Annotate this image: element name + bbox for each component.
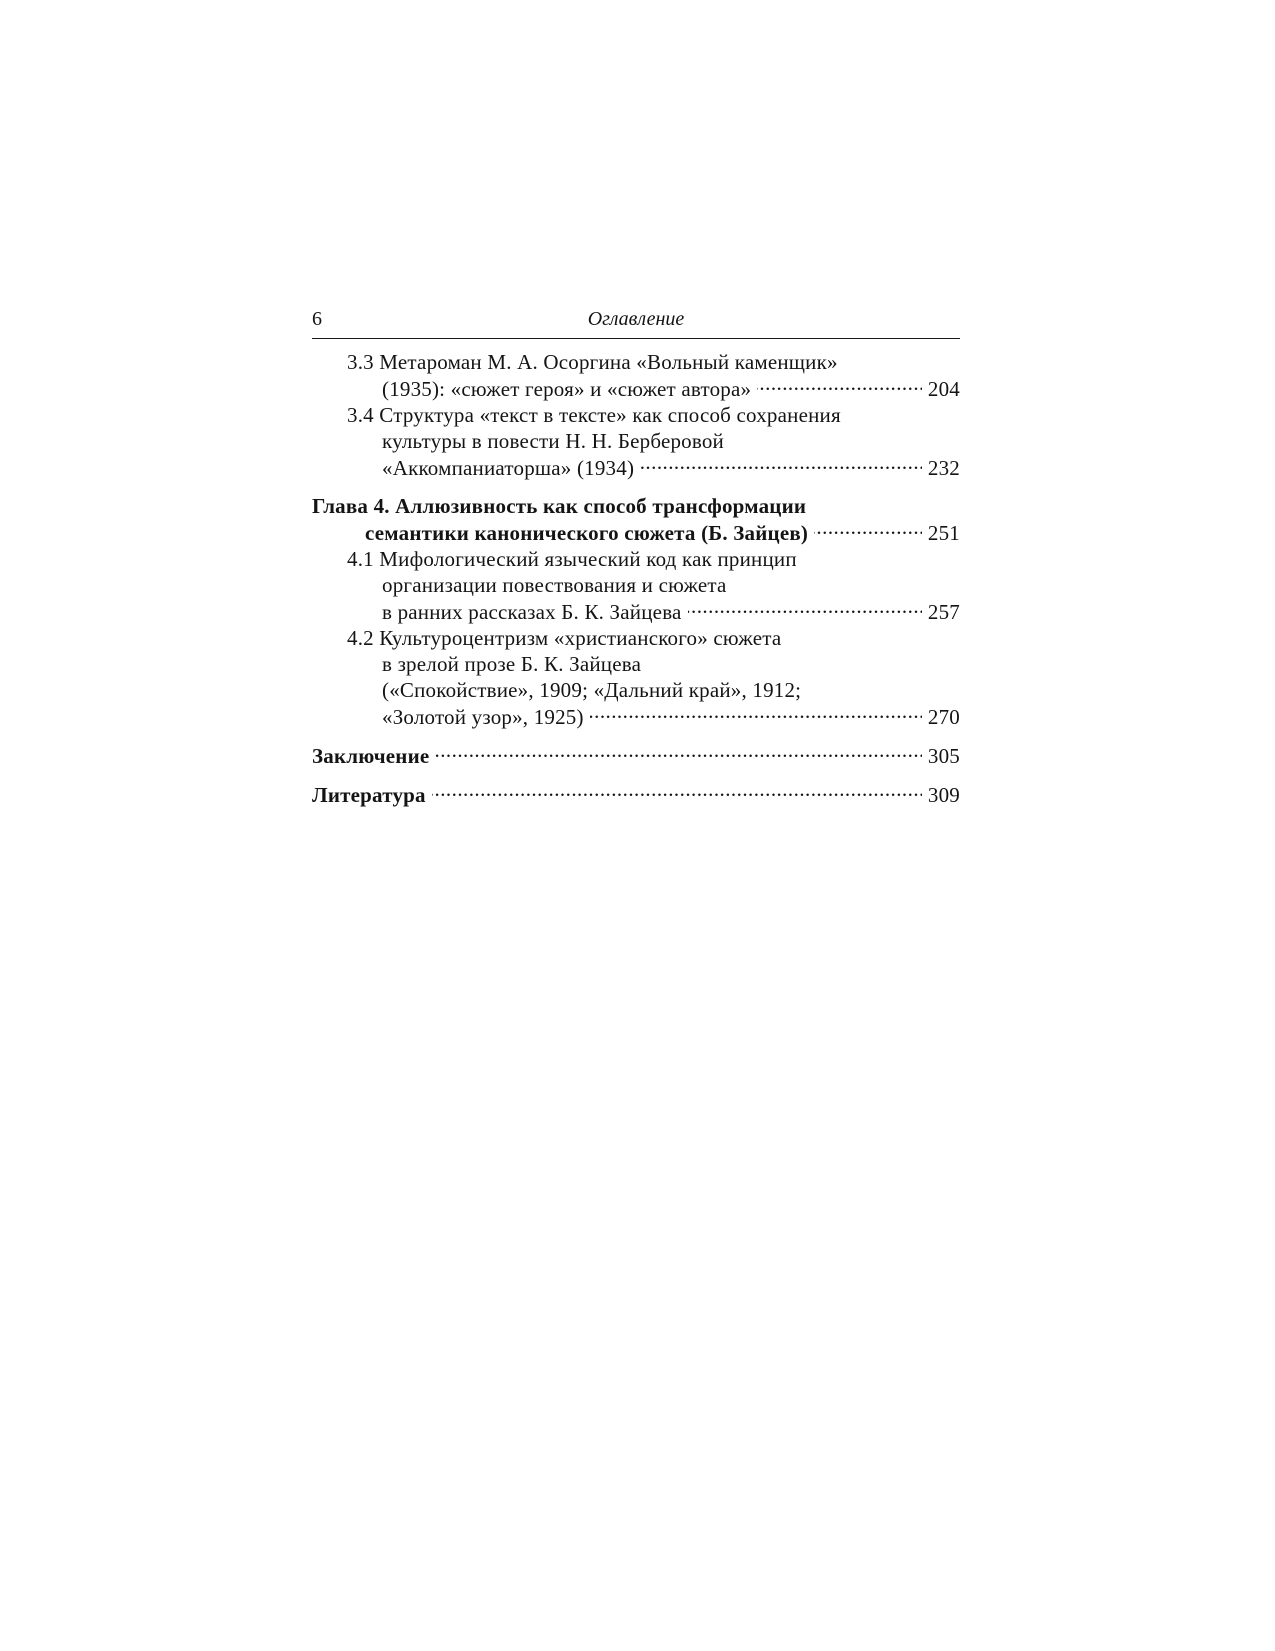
- toc-entry-text: в ранних рассказах Б. К. Зайцева: [382, 600, 682, 624]
- toc-entry-text: (1935): «сюжет героя» и «сюжет автора»: [382, 377, 752, 401]
- toc-page-number: 305: [927, 744, 960, 768]
- toc-entry-text: организации повествования и сюжета: [382, 573, 727, 597]
- toc-entry-text: культуры в повести Н. Н. Берберовой: [382, 429, 724, 453]
- toc-entry-text: «Аккомпаниаторша» (1934): [382, 456, 635, 480]
- toc-entry-last-line: [312, 781, 960, 808]
- dot-leader: [432, 781, 922, 802]
- toc-chapter-title: семантики канонического сюжета (Б. Зайцев): [365, 521, 809, 545]
- toc-entry-text: 4.1 Мифологический языческий код как принцип: [347, 547, 797, 571]
- toc-chapter-title: Литература: [312, 783, 426, 807]
- toc-entry-last-line: [347, 375, 960, 402]
- toc-entry-4-1[interactable]: [312, 546, 960, 625]
- table-of-contents: [312, 349, 960, 808]
- toc-entry-last-line: [312, 519, 960, 546]
- page-number: 6: [312, 308, 322, 330]
- toc-page-number: 251: [927, 521, 960, 545]
- toc-entry-text: 3.4 Структура «текст в тексте» как способ сохранения: [347, 403, 841, 427]
- toc-entry-3-3[interactable]: [312, 349, 960, 402]
- toc-entry-4-2[interactable]: [312, 625, 960, 730]
- page: [312, 308, 960, 808]
- toc-page-number: 309: [927, 783, 960, 807]
- toc-entry-text: 4.2 Культуроцентризм «христианского» сюжета: [347, 626, 782, 650]
- toc-entry-3-4[interactable]: [312, 402, 960, 481]
- dot-leader: [814, 519, 922, 540]
- toc-entry-text: 3.3 Метароман М. А. Осоргина «Вольный каменщик»: [347, 350, 838, 374]
- toc-entry-text: «Золотой узор», 1925): [382, 705, 584, 729]
- toc-page-number: 257: [927, 600, 960, 624]
- toc-chapter-title: Глава 4. Аллюзивность как способ трансформации: [312, 494, 807, 518]
- toc-conclusion[interactable]: [312, 742, 960, 769]
- running-title: Оглавление: [587, 308, 685, 330]
- toc-entry-text: в зрелой прозе Б. К. Зайцева: [382, 652, 642, 676]
- dot-leader: [640, 454, 922, 475]
- toc-entry-text: («Спокойствие», 1909; «Дальний край», 1912;: [382, 678, 802, 702]
- toc-entry-last-line: [312, 742, 960, 769]
- toc-page-number: 204: [927, 377, 960, 401]
- dot-leader: [435, 742, 921, 763]
- toc-literature[interactable]: [312, 781, 960, 808]
- toc-entry-last-line: [347, 454, 960, 481]
- dot-leader: [688, 598, 922, 619]
- toc-chapter-title: Заключение: [312, 744, 430, 768]
- dot-leader: [590, 703, 922, 724]
- toc-chapter-4[interactable]: [312, 493, 960, 546]
- running-head: [312, 308, 960, 339]
- toc-entry-last-line: [347, 703, 960, 730]
- dot-leader: [757, 375, 922, 396]
- toc-page-number: 270: [927, 705, 960, 729]
- toc-page-number: 232: [927, 456, 960, 480]
- toc-entry-last-line: [347, 598, 960, 625]
